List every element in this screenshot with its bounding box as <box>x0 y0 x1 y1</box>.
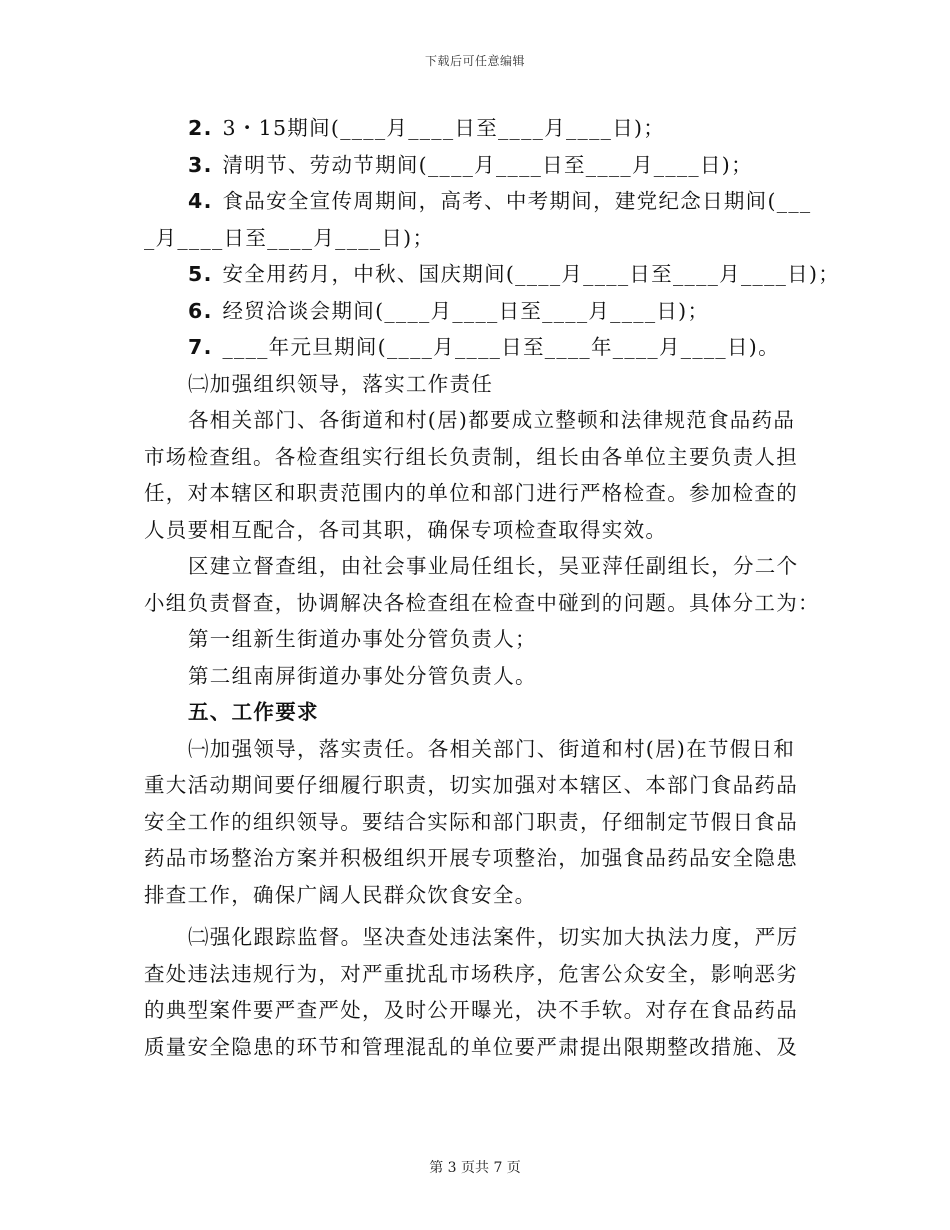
paragraph-line: 重大活动期间要仔细履行职责，切实加强对本辖区、本部门食品药品 <box>144 773 798 797</box>
paragraph-line: 安全工作的组织领导。要结合实际和部门职责，仔细制定节假日食品 <box>144 809 798 834</box>
paragraph-line: 质量安全隐患的环节和管理混乱的单位要严肃提出限期整改措施、及 <box>144 1034 798 1059</box>
list-number: 7. <box>188 335 213 359</box>
page-footer: 第 3 页共 7 页 <box>429 1160 521 1176</box>
paragraph-line: ㈠加强领导，落实责任。各相关部门、街道和村(居)在节假日和 <box>188 736 796 761</box>
list-item-4-continued: _月____日至____月____日)； <box>144 225 435 250</box>
list-number: 2. <box>188 116 213 140</box>
list-number: 6. <box>188 298 213 323</box>
list-text: 安全用药月，中秋、国庆期间(____月____日至____月____日)； <box>214 262 841 286</box>
section-heading: 五、工作要求 <box>188 700 319 724</box>
list-item-3 <box>144 147 814 184</box>
list-item-2 <box>144 110 814 147</box>
paragraph-line: 人员要相互配合，各司其职，确保专项检查取得实效。 <box>144 517 668 542</box>
list-item-5 <box>144 256 841 293</box>
list-text: 3・15期间(____月____日至____月____日)； <box>214 116 666 140</box>
list-number: 4. <box>188 189 213 213</box>
document-body <box>144 110 841 1065</box>
paragraph-line: 药品市场整治方案并积极组织开展专项整治，加强食品药品安全隐患 <box>144 846 798 870</box>
list-text: 食品安全宣传周期间，高考、中考期间，建党纪念日期间(___ <box>214 189 812 213</box>
paragraph-line: 任，对本辖区和职责范围内的单位和部门进行严格检查。参加检查的 <box>144 481 798 505</box>
group-assignment: 第二组南屏街道办事处分管负责人。 <box>188 663 537 688</box>
list-text: 清明节、劳动节期间(____月____日至____月____日)； <box>214 152 753 177</box>
paragraph-line: 区建立督查组，由社会事业局任组长，吴亚萍任副组长，分二个 <box>188 554 799 578</box>
list-text: 经贸洽谈会期间(____月____日至____月____日)； <box>214 298 710 323</box>
page-header: 下载后可任意编辑 <box>424 54 525 68</box>
paragraph-line: 的典型案件要严查严处，及时公开曝光，决不手软。对存在食品药品 <box>144 998 798 1022</box>
list-text: ____年元旦期间(____月____日至____年____月____日)。 <box>214 335 780 359</box>
paragraph-line: 查处违法违规行为，对严重扰乱市场秩序，危害公众安全，影响恶劣 <box>144 961 798 986</box>
paragraph-line: 市场检查组。各检查组实行组长负责制，组长由各单位主要负责人担 <box>144 444 798 469</box>
list-item-7 <box>144 329 814 366</box>
list-number: 5. <box>188 262 213 286</box>
paragraph-line: 小组负责督查，协调解决各检查组在检查中碰到的问题。具体分工为： <box>144 590 820 615</box>
subsection-heading: ㈡加强组织领导，落实工作责任 <box>188 371 494 396</box>
list-item-4 <box>144 183 814 220</box>
paragraph-line: 排查工作，确保广阔人民群众饮食安全。 <box>144 882 537 907</box>
list-number: 3. <box>188 152 213 177</box>
group-assignment: 第一组新生街道办事处分管负责人； <box>188 627 537 651</box>
paragraph-line: 各相关部门、各街道和村(居)都要成立整顿和法律规范食品药品 <box>188 408 796 432</box>
list-item-6 <box>144 293 814 330</box>
paragraph-line: ㈡强化跟踪监督。坚决查处违法案件，切实加大执法力度，严厉 <box>188 925 799 949</box>
